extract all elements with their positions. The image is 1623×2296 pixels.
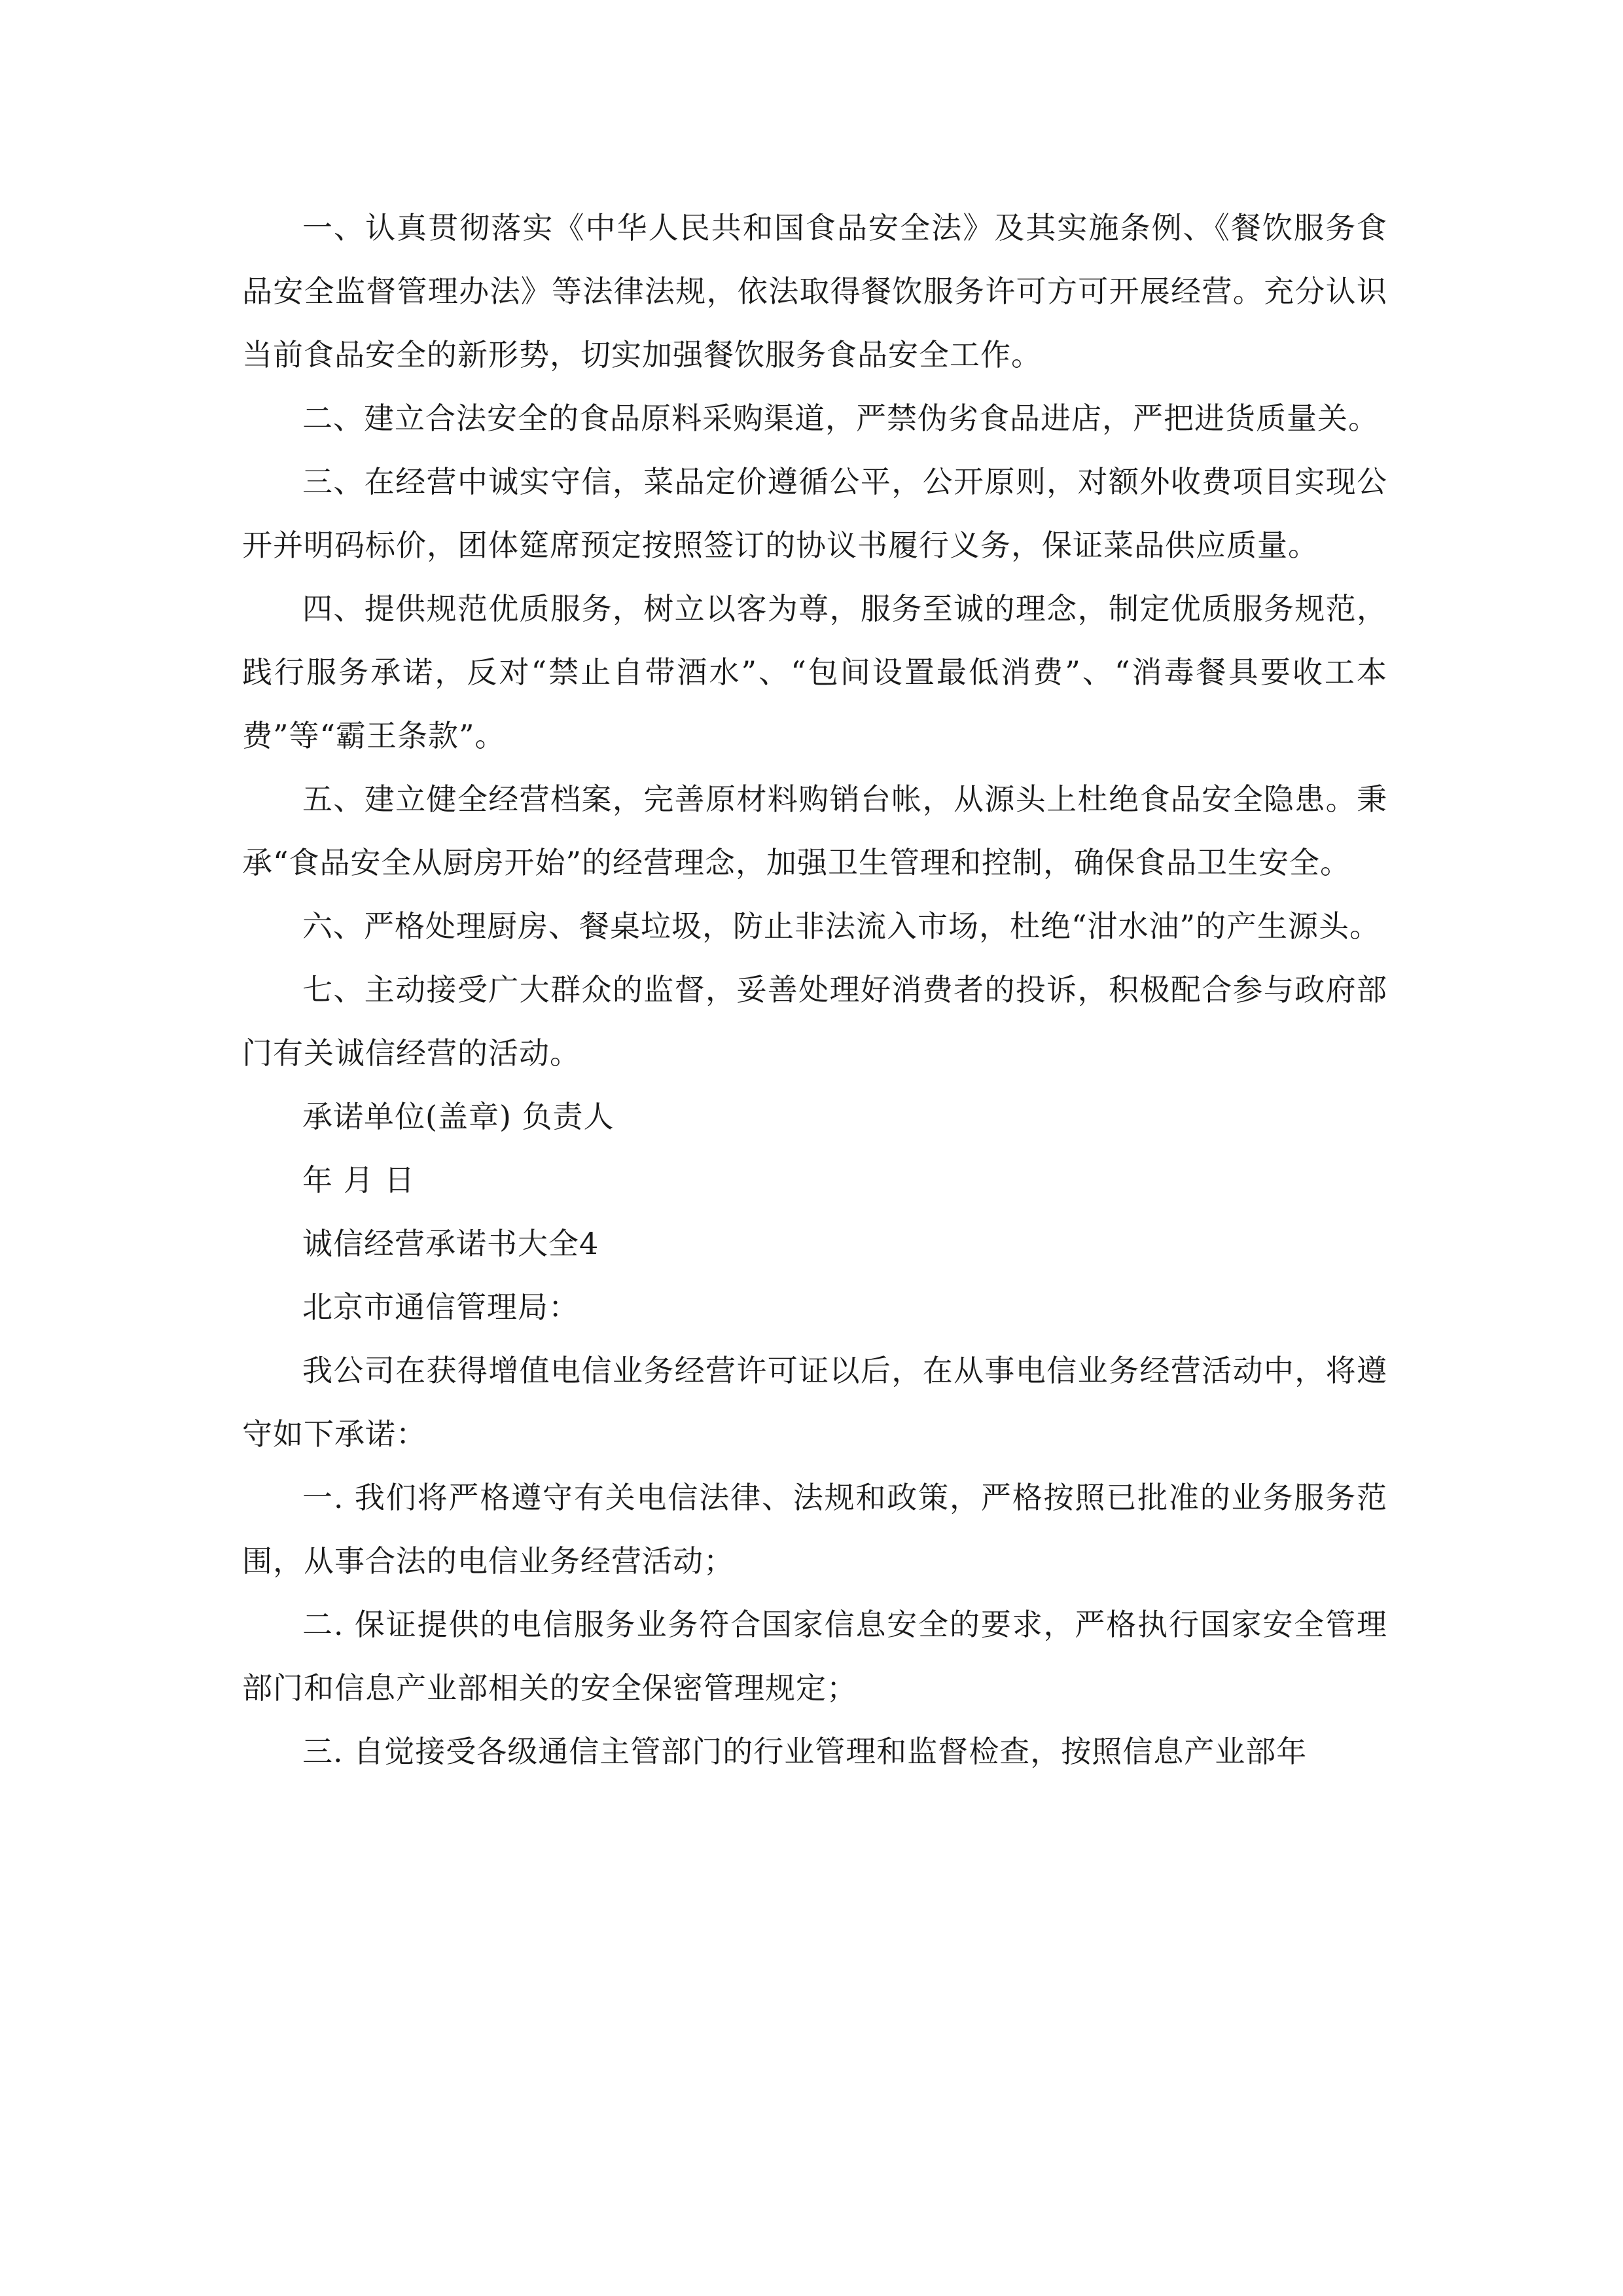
paragraph-waste-handling: 六、严格处理厨房、餐桌垃圾，防止非法流入市场，杜绝“泔水油”的产生源头。 — [302, 908, 1381, 944]
paragraph-public-supervision: 七、主动接受广大群众的监督，妥善处理好消费者的投诉，积极配合参与政府部门有关诚信经营的活动。 — [242, 972, 1387, 1071]
document-body — [242, 196, 1387, 1784]
paragraph-commitment-1: 一. 我们将严格遵守有关电信法律、法规和政策，严格按照已批准的业务服务范围，从事合法的电信业务经营活动； — [242, 1480, 1387, 1579]
paragraph-commitment-3: 三. 自觉接受各级通信主管部门的行业管理和监督检查，按照信息产业部年 — [302, 1734, 1308, 1769]
paragraph-quality-service: 四、提供规范优质服务，树立以客为尊，服务至诚的理念，制定优质服务规范，践行服务承诺，反对“禁止自带酒水”、“包间设置最低消费”、“消毒餐具要收工本费”等“霸王条款”。 — [242, 591, 1387, 753]
date-line: 年 月 日 — [302, 1162, 416, 1198]
addressee: 北京市通信管理局： — [302, 1289, 579, 1325]
paragraph-honest-pricing: 三、在经营中诚实守信，菜品定价遵循公平，公开原则，对额外收费项目实现公开并明码标价，团体筵席预定按照签订的协议书履行义务，保证菜品供应质量。 — [242, 464, 1387, 563]
section-title: 诚信经营承诺书大全4 — [302, 1226, 599, 1261]
signature-line: 承诺单位(盖章) 负责人 — [302, 1099, 615, 1134]
paragraph-intro: 我公司在获得增值电信业务经营许可证以后，在从事电信业务经营活动中，将遵守如下承诺： — [242, 1353, 1387, 1452]
paragraph-commitment-2: 二. 保证提供的电信服务业务符合国家信息安全的要求，严格执行国家安全管理部门和信息产业部相关的安全保密管理规定； — [242, 1607, 1387, 1706]
paragraph-business-records: 五、建立健全经营档案，完善原材料购销台帐，从源头上杜绝食品安全隐患。秉承“食品安全从厨房开始”的经营理念，加强卫生管理和控制，确保食品卫生安全。 — [242, 781, 1387, 880]
paragraph-procurement-channel: 二、建立合法安全的食品原料采购渠道，严禁伪劣食品进店，严把进货质量关。 — [302, 401, 1379, 436]
paragraph-food-safety-law: 一、认真贯彻落实《中华人民共和国食品安全法》及其实施条例、《餐饮服务食品安全监督管理办法》等法律法规，依法取得餐饮服务许可方可开展经营。充分认识当前食品安全的新形势，切实加强餐饮服务食品安全工作。 — [242, 210, 1387, 372]
